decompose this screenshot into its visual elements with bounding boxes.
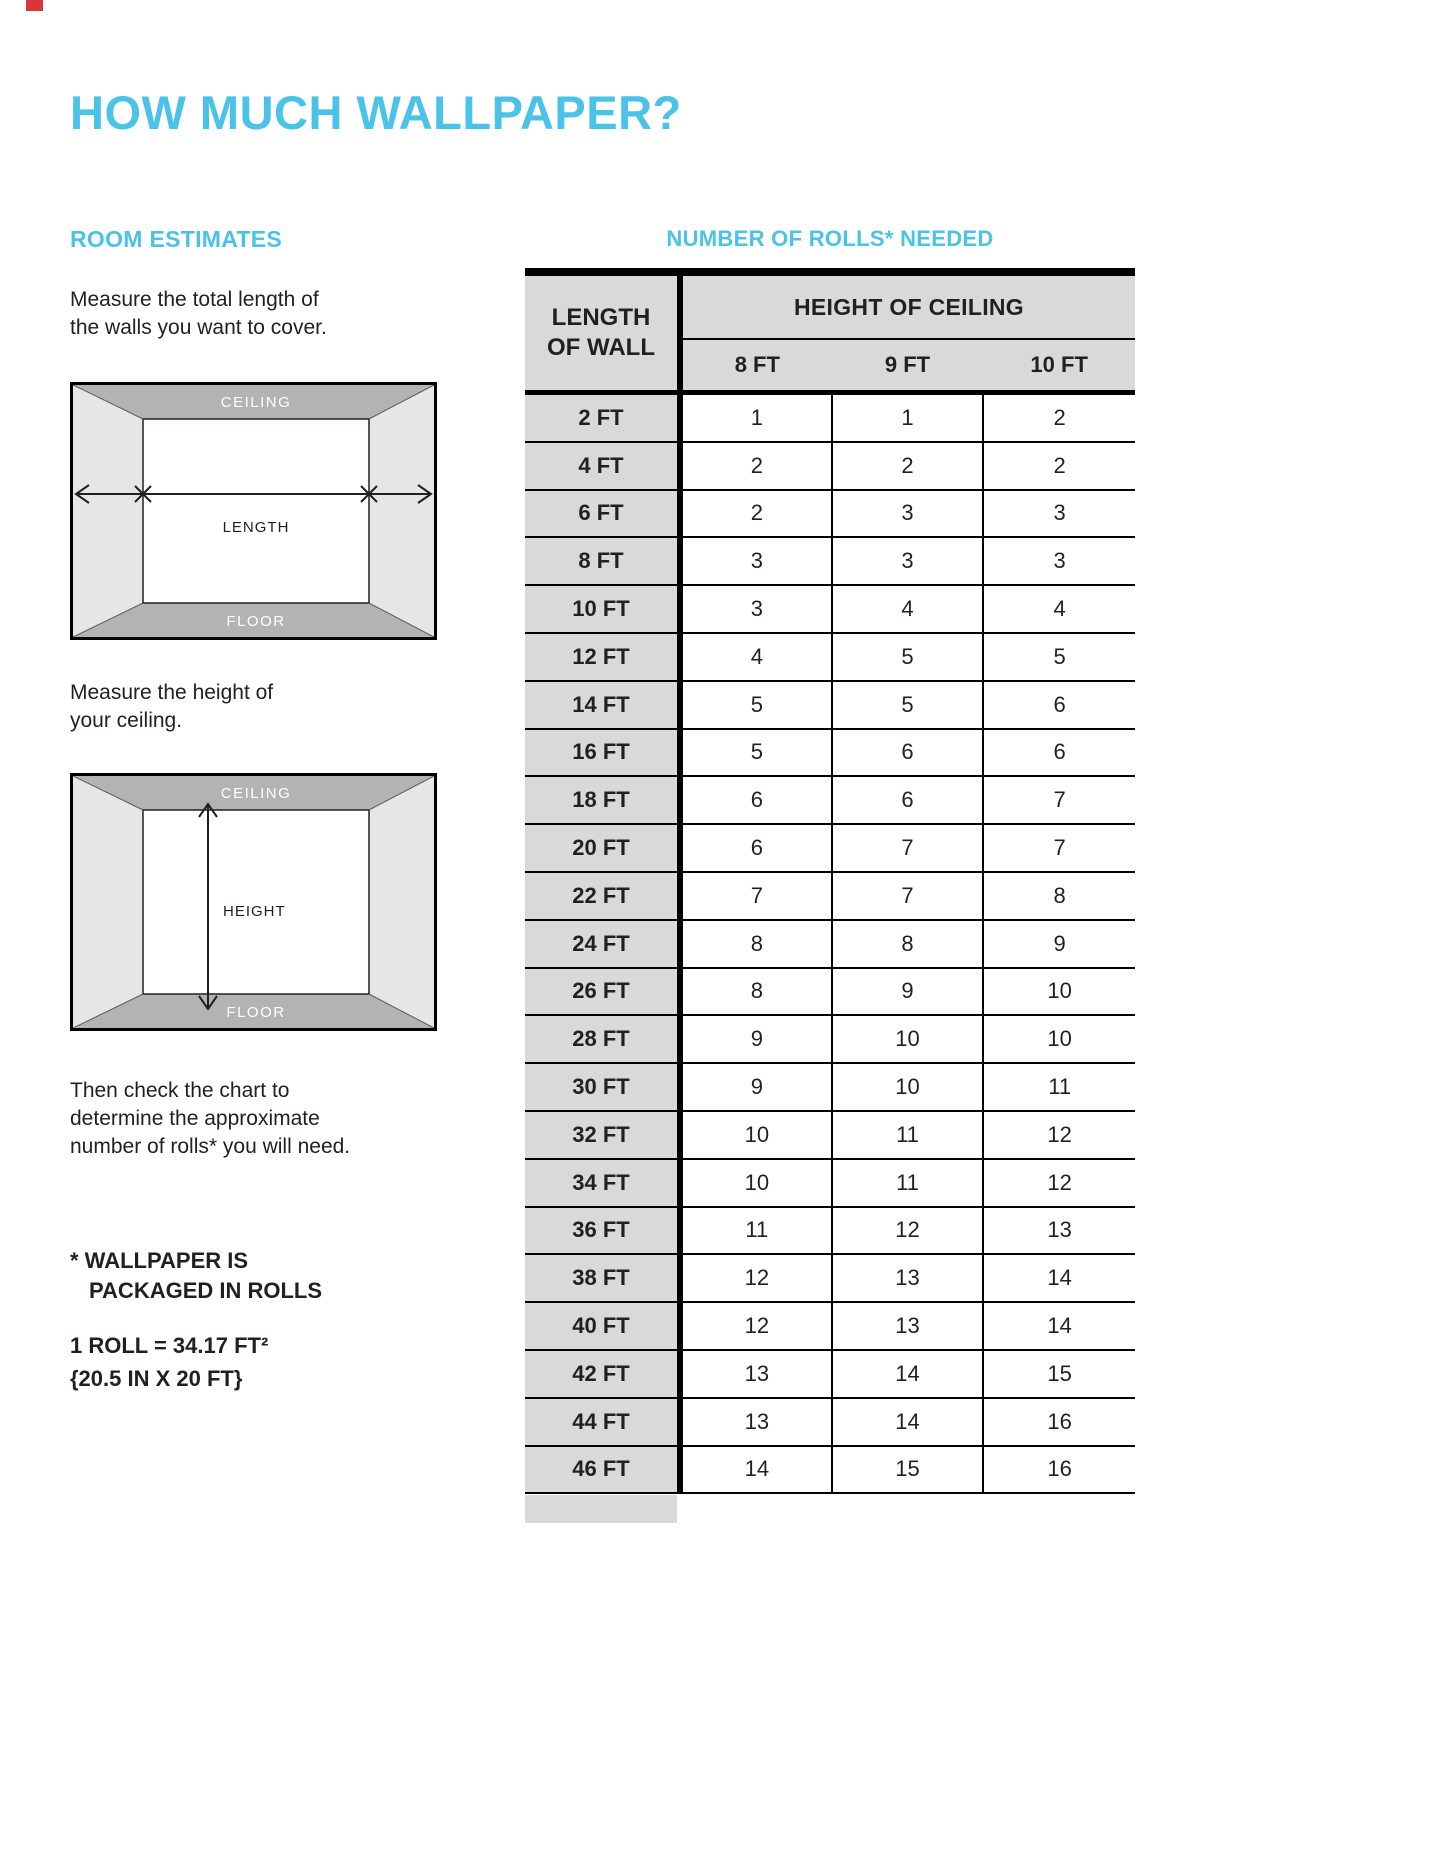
ceiling-height-column-header: 8 FT (680, 339, 832, 393)
ceiling-label: CEILING (220, 785, 292, 802)
roll-count-cell: 13 (983, 1207, 1135, 1255)
roll-count-cell: 12 (832, 1207, 984, 1255)
roll-count-cell: 3 (680, 537, 832, 585)
roll-count-cell: 6 (983, 729, 1135, 777)
roll-count-cell: 9 (983, 920, 1135, 968)
roll-count-cell: 13 (680, 1398, 832, 1446)
table-row (525, 1207, 1135, 1255)
table-row (525, 920, 1135, 968)
roll-count-cell: 7 (832, 872, 984, 920)
room-estimates-heading: ROOM ESTIMATES (70, 226, 283, 252)
wall-length-row-label: 8 FT (525, 537, 680, 585)
table-row (525, 1398, 1135, 1446)
wall-length-row-label: 44 FT (525, 1398, 680, 1446)
ceiling-label: CEILING (220, 394, 292, 411)
text-line: * WALLPAPER IS (70, 1248, 249, 1273)
roll-count-cell: 14 (832, 1350, 984, 1398)
roll-count-cell: 12 (983, 1159, 1135, 1207)
table-row (525, 1063, 1135, 1111)
roll-count-cell: 8 (983, 872, 1135, 920)
roll-count-cell: 5 (680, 681, 832, 729)
table-row (525, 1015, 1135, 1063)
roll-count-cell: 8 (680, 920, 832, 968)
text-line: PACKAGED IN ROLLS (89, 1278, 323, 1303)
roll-count-cell: 2 (680, 442, 832, 490)
wall-length-row-label: 36 FT (525, 1207, 680, 1255)
roll-count-cell: 7 (832, 824, 984, 872)
wallpaper-rolls-footnote (70, 1246, 322, 1306)
table-row (525, 585, 1135, 633)
roll-count-cell: 13 (832, 1254, 984, 1302)
roll-count-cell: 5 (832, 681, 984, 729)
wall-length-row-label: 4 FT (525, 442, 680, 490)
roll-count-cell: 11 (832, 1159, 984, 1207)
wall-length-row-label: 32 FT (525, 1111, 680, 1159)
text-line: LENGTH (551, 304, 651, 331)
roll-count-cell: 8 (680, 968, 832, 1016)
roll-count-cell: 12 (983, 1111, 1135, 1159)
wall-length-row-label: 18 FT (525, 776, 680, 824)
roll-count-cell: 5 (983, 633, 1135, 681)
roll-count-cell: 14 (983, 1254, 1135, 1302)
roll-count-cell: 10 (832, 1063, 984, 1111)
roll-count-cell: 10 (832, 1015, 984, 1063)
table-row (525, 824, 1135, 872)
back-wall (143, 419, 369, 603)
floor-label: FLOOR (226, 1004, 286, 1021)
roll-count-cell: 10 (680, 1159, 832, 1207)
wall-length-row-label: 20 FT (525, 824, 680, 872)
table-row (525, 1446, 1135, 1494)
roll-count-cell: 3 (983, 490, 1135, 538)
roll-count-cell: 7 (680, 872, 832, 920)
table-row (525, 1159, 1135, 1207)
text-line: determine the approximate (70, 1107, 320, 1130)
corner-mark (26, 0, 43, 11)
roll-count-cell: 10 (680, 1111, 832, 1159)
step2-instruction (70, 679, 273, 735)
roll-count-cell: 1 (680, 393, 832, 442)
text-line: Measure the total length of (70, 288, 319, 311)
rolls-table (525, 268, 1135, 1494)
roll-count-cell: 2 (680, 490, 832, 538)
roll-count-cell: 6 (832, 776, 984, 824)
table-row (525, 442, 1135, 490)
roll-count-cell: 3 (832, 490, 984, 538)
table-row (525, 681, 1135, 729)
roll-count-cell: 3 (983, 537, 1135, 585)
rolls-table-wrapper (525, 268, 1135, 1494)
wall-length-row-label: 24 FT (525, 920, 680, 968)
roll-count-cell: 6 (680, 824, 832, 872)
text-line: number of rolls* you will need. (70, 1135, 351, 1158)
table-row (525, 490, 1135, 538)
text-line: 1 ROLL = 34.17 FT² (70, 1333, 269, 1358)
room-perspective-graphic (73, 776, 434, 1028)
roll-count-cell: 9 (680, 1015, 832, 1063)
length-of-wall-header (525, 272, 680, 393)
text-line: {20.5 IN X 20 FT} (70, 1366, 243, 1391)
left-wall (73, 776, 143, 1028)
table-row (525, 1350, 1135, 1398)
roll-count-cell: 7 (983, 776, 1135, 824)
wall-length-row-label: 26 FT (525, 968, 680, 1016)
roll-count-cell: 13 (832, 1302, 984, 1350)
wall-length-row-label: 14 FT (525, 681, 680, 729)
table-row (525, 393, 1135, 442)
roll-count-cell: 6 (680, 776, 832, 824)
wall-length-row-label: 28 FT (525, 1015, 680, 1063)
roll-count-cell: 6 (983, 681, 1135, 729)
roll-count-cell: 4 (983, 585, 1135, 633)
height-of-ceiling-header: HEIGHT OF CEILING (680, 272, 1135, 339)
text-line: OF WALL (547, 334, 655, 361)
roll-count-cell: 10 (983, 968, 1135, 1016)
roll-count-cell: 4 (832, 585, 984, 633)
roll-count-cell: 14 (680, 1446, 832, 1494)
roll-count-cell: 16 (983, 1446, 1135, 1494)
length-label: LENGTH (222, 519, 290, 536)
roll-count-cell: 15 (983, 1350, 1135, 1398)
roll-count-cell: 12 (680, 1302, 832, 1350)
wall-length-row-label: 16 FT (525, 729, 680, 777)
ceiling-height-column-header: 10 FT (983, 339, 1135, 393)
left-wall (73, 385, 143, 637)
roll-count-cell: 9 (832, 968, 984, 1016)
roll-count-cell: 1 (832, 393, 984, 442)
roll-count-cell: 3 (680, 585, 832, 633)
back-wall (143, 810, 369, 994)
wall-length-row-label: 40 FT (525, 1302, 680, 1350)
roll-count-cell: 14 (832, 1398, 984, 1446)
table-row (525, 1254, 1135, 1302)
rolls-needed-heading: NUMBER OF ROLLS* NEEDED (666, 226, 994, 251)
roll-count-cell: 10 (983, 1015, 1135, 1063)
table-row (525, 729, 1135, 777)
roll-count-cell: 7 (983, 824, 1135, 872)
table-row (525, 776, 1135, 824)
roll-count-cell: 4 (680, 633, 832, 681)
roll-count-cell: 9 (680, 1063, 832, 1111)
height-label: HEIGHT (223, 903, 286, 920)
wall-length-row-label: 6 FT (525, 490, 680, 538)
floor-label: FLOOR (226, 613, 286, 630)
room-perspective-graphic (73, 385, 434, 637)
wall-length-row-label: 30 FT (525, 1063, 680, 1111)
right-wall (369, 776, 434, 1028)
table-row (525, 1111, 1135, 1159)
wall-length-row-label: 12 FT (525, 633, 680, 681)
text-line: your ceiling. (70, 709, 183, 732)
text-line: Then check the chart to (70, 1079, 290, 1102)
wall-length-row-label: 38 FT (525, 1254, 680, 1302)
length-diagram (70, 382, 437, 640)
roll-count-cell: 5 (680, 729, 832, 777)
wall-length-row-label: 2 FT (525, 393, 680, 442)
table-header-row-1 (525, 272, 1135, 339)
roll-count-cell: 14 (983, 1302, 1135, 1350)
roll-count-cell: 11 (983, 1063, 1135, 1111)
table-row (525, 872, 1135, 920)
table-gray-tail (525, 1495, 677, 1523)
text-line: the walls you want to cover. (70, 316, 327, 339)
wall-length-row-label: 34 FT (525, 1159, 680, 1207)
roll-count-cell: 13 (680, 1350, 832, 1398)
text-line: Measure the height of (70, 681, 274, 704)
table-row (525, 1302, 1135, 1350)
ceiling-height-column-header: 9 FT (832, 339, 984, 393)
wall-length-row-label: 22 FT (525, 872, 680, 920)
roll-count-cell: 11 (832, 1111, 984, 1159)
roll-count-cell: 2 (983, 393, 1135, 442)
roll-count-cell: 8 (832, 920, 984, 968)
step1-instruction (70, 286, 327, 342)
roll-count-cell: 2 (983, 442, 1135, 490)
wall-length-row-label: 10 FT (525, 585, 680, 633)
wall-length-row-label: 42 FT (525, 1350, 680, 1398)
right-wall (369, 385, 434, 637)
rolls-table-body (525, 393, 1135, 1494)
height-diagram (70, 773, 437, 1031)
roll-size-info (70, 1329, 268, 1395)
roll-count-cell: 12 (680, 1254, 832, 1302)
roll-count-cell: 3 (832, 537, 984, 585)
roll-count-cell: 2 (832, 442, 984, 490)
table-row (525, 968, 1135, 1016)
roll-count-cell: 6 (832, 729, 984, 777)
roll-count-cell: 15 (832, 1446, 984, 1494)
roll-count-cell: 16 (983, 1398, 1135, 1446)
page-title: HOW MUCH WALLPAPER? (70, 86, 682, 140)
wall-length-row-label: 46 FT (525, 1446, 680, 1494)
table-row (525, 633, 1135, 681)
step3-instruction (70, 1077, 350, 1161)
roll-count-cell: 11 (680, 1207, 832, 1255)
roll-count-cell: 5 (832, 633, 984, 681)
table-row (525, 537, 1135, 585)
